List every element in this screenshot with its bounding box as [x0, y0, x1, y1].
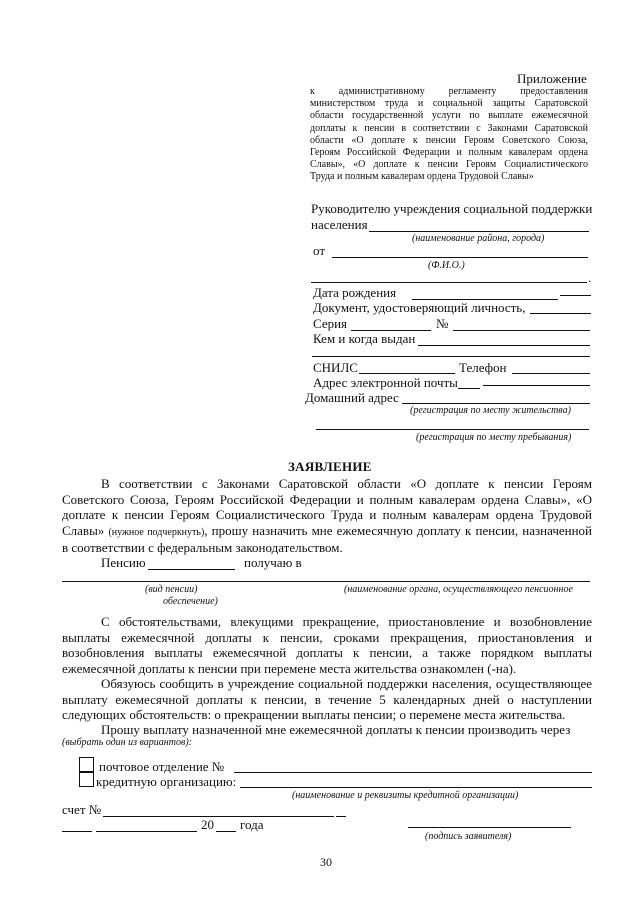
paragraph-line: В соответствии с Законами Саратовской области «О доплате к пенсии Героям: [101, 476, 592, 491]
credit-org-field[interactable]: [240, 787, 592, 788]
phone-field[interactable]: [512, 373, 590, 374]
addressee-line-2: населения: [311, 217, 368, 232]
paragraph-line: выплату ежемесячной доплаты к пенсии, в течение 5 календарных дней о наступлении: [62, 691, 592, 707]
paragraph-line: С обстоятельствами, влекущими прекращение, приостановление и возобновление: [101, 614, 592, 629]
signature-field[interactable]: [408, 827, 571, 828]
home-address-label: Домашний адрес: [305, 390, 399, 405]
from-label: от: [313, 243, 326, 258]
fio-end-dot: .: [588, 270, 592, 285]
statement-paragraph-3: [62, 676, 592, 723]
issued-field[interactable]: [418, 345, 590, 346]
page-number: 30: [320, 855, 332, 869]
district-hint: (наименование района, города): [412, 233, 545, 244]
receive-in-label: получаю в: [244, 555, 302, 570]
phone-label: Телефон: [459, 360, 507, 375]
fio-field[interactable]: [332, 257, 588, 258]
stay-address-field[interactable]: [316, 429, 589, 430]
account-field-end[interactable]: [336, 816, 346, 817]
statement-paragraph-1: [62, 476, 592, 556]
email-field-2[interactable]: [483, 385, 590, 386]
paragraph-fragment: Славы»: [62, 522, 105, 538]
pension-org-field[interactable]: [62, 581, 590, 582]
appendix-line: Героям Российской Федерации и полным кавалерам ордена: [310, 147, 588, 159]
year-prefix: 20: [201, 817, 214, 832]
appendix-line: к административному регламенту предоставления: [310, 86, 588, 97]
appendix-title: Приложение: [517, 71, 587, 86]
credit-org-checkbox[interactable]: [79, 772, 94, 787]
registration-residence-hint: (регистрация по месту жительства): [410, 405, 571, 416]
post-office-label: почтовое отделение №: [99, 759, 225, 774]
appendix-line: доплаты к пенсии в соответствии с Законами Саратовской: [310, 122, 588, 134]
post-office-checkbox[interactable]: [79, 757, 94, 772]
pension-label: Пенсию: [101, 555, 146, 570]
issued-field-2[interactable]: [312, 356, 590, 357]
date-day-field[interactable]: [62, 831, 92, 832]
id-document-label: Документ, удостоверяющий личность,: [313, 300, 526, 315]
fio-hint: (Ф.И.О.): [428, 260, 465, 271]
underline-note: (нужное подчеркнуть): [108, 526, 205, 538]
birth-date-label: Дата рождения: [313, 285, 397, 300]
date-month-field[interactable]: [96, 831, 197, 832]
year-suffix: года: [240, 817, 264, 832]
id-document-field[interactable]: [530, 313, 591, 314]
date-year-field[interactable]: [216, 831, 236, 832]
fio-continuation-field[interactable]: [311, 282, 587, 283]
issued-label: Кем и когда выдан: [313, 331, 416, 346]
account-label: счет №: [62, 802, 102, 817]
paragraph-line: возобновления выплаты ежемесячной доплаты к пенсии, а также порядком выплаты: [62, 645, 592, 661]
district-field[interactable]: [369, 231, 589, 232]
post-office-field[interactable]: [234, 772, 592, 773]
statement-paragraph-2: [62, 614, 592, 676]
series-label: Серия: [313, 316, 348, 331]
statement-paragraph-4: Прошу выплату назначенной мне ежемесячной доплаты к пенсии производить через: [101, 722, 571, 737]
paragraph-line: доплате к пенсии Героям Социалистического Труда и полным кавалерам ордена Трудовой: [62, 507, 592, 523]
email-field[interactable]: [458, 388, 480, 389]
statement-title: ЗАЯВЛЕНИЕ: [288, 459, 372, 474]
appendix-line: министерством труда и социальной защиты Саратовской: [310, 98, 588, 110]
snils-field[interactable]: [359, 373, 455, 374]
paragraph-line: ежемесячной доплаты к пенсии при перемене места жительства ознакомлен (-на).: [62, 660, 517, 676]
home-address-field[interactable]: [402, 403, 590, 404]
paragraph-line: в соответствии с федеральным законодательством.: [62, 540, 343, 556]
paragraph-line: [62, 523, 592, 541]
addressee-line-1: Руководителю учреждения социальной поддержки: [311, 201, 593, 216]
choose-option-note: (выбрать один из вариантов):: [62, 737, 192, 748]
birth-date-field-extra[interactable]: [560, 295, 591, 296]
appendix-line: области государственной услуги по выплате ежемесячной: [310, 110, 588, 122]
pension-type-field[interactable]: [148, 569, 235, 570]
paragraph-fragment: , прошу назначить мне ежемесячную доплату к пенсии, назначенной: [204, 522, 593, 538]
credit-org-label: кредитную организацию:: [96, 774, 237, 789]
appendix-line: Славы», «О доплате к пенсии Героям Социалистического: [310, 159, 588, 171]
registration-stay-hint: (регистрация по месту пребывания): [416, 432, 572, 443]
pension-org-hint-2: обеспечение): [163, 596, 218, 607]
email-label: Адрес электронной почты: [313, 375, 458, 390]
paragraph-line: выплаты ежемесячной доплаты к пенсии, сроками прекращения, приостановления и: [62, 629, 592, 645]
paragraph-line: Обязуюсь сообщить в учреждение социальной поддержки населения, осуществляющее: [101, 676, 592, 691]
appendix-text: [310, 86, 588, 184]
signature-hint: (подпись заявителя): [425, 831, 512, 842]
account-field[interactable]: [103, 816, 334, 817]
pension-org-hint: (наименование органа, осуществляющего пенсионное: [344, 584, 573, 595]
credit-org-hint: (наименование и реквизиты кредитной организации): [292, 790, 519, 801]
number-field[interactable]: [453, 330, 590, 331]
appendix-line: Труда и полным кавалерам ордена Трудовой Славы»: [310, 171, 534, 183]
snils-label: СНИЛС: [313, 360, 358, 375]
pension-type-hint: (вид пенсии): [145, 584, 198, 595]
appendix-line: области «О доплате к пенсии Героям Советского Союза,: [310, 134, 588, 146]
paragraph-line: Советского Союза, Героям Российской Федерации и полным кавалерам ордена Славы», «О: [62, 491, 592, 507]
paragraph-line: следующих обстоятельств: о прекращении выплаты пенсии; о перемене места жительства.: [62, 707, 566, 723]
number-label: №: [436, 316, 449, 331]
